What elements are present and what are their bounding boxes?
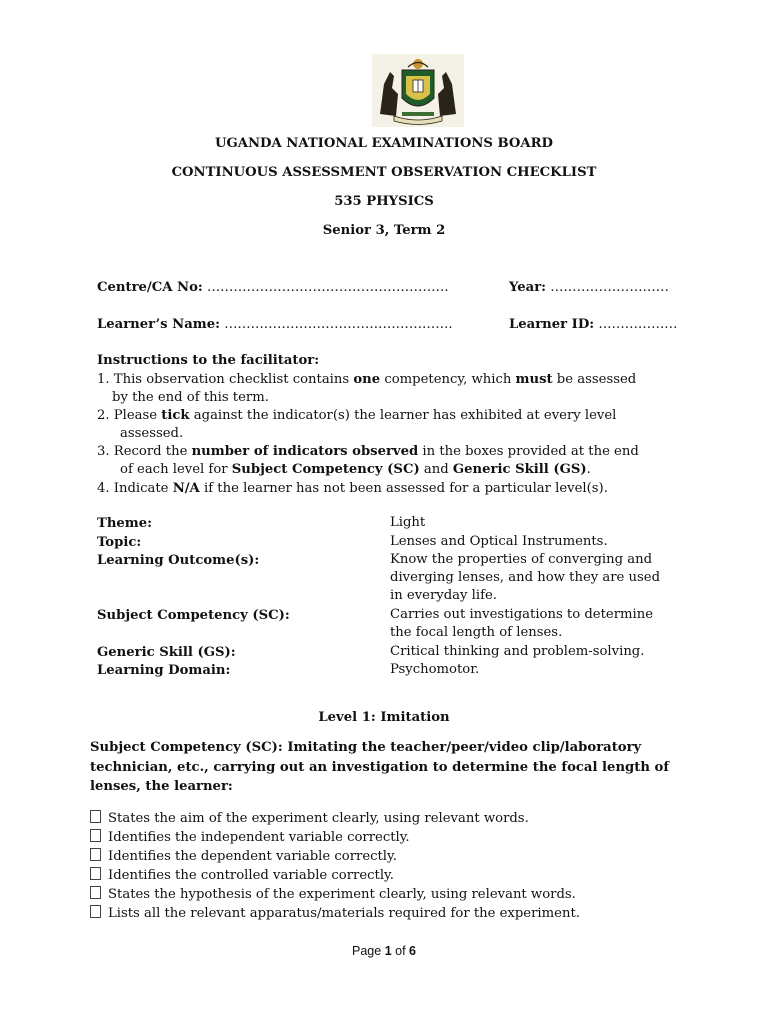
centre-value: ………………………………………………. (206, 280, 449, 295)
level-1-title: Level 1: Imitation (318, 710, 450, 725)
checkbox-icon[interactable] (90, 810, 101, 823)
checkbox-icon[interactable] (90, 905, 101, 918)
instruction-emphasis: number of indicators observed (191, 444, 419, 459)
instruction-text: 2. Please (97, 408, 162, 423)
checkbox-icon[interactable] (90, 829, 101, 842)
instruction-text: 4. Indicate (97, 481, 173, 496)
learner-name-field (97, 317, 453, 332)
instruction-emphasis: one (353, 372, 381, 387)
centre-label: Centre/CA No: (97, 280, 203, 295)
instruction-text: of each level for (120, 462, 232, 477)
checklist-item-label: States the aim of the experiment clearly, using relevant words. (108, 811, 529, 826)
instruction-emphasis: Generic Skill (GS) (452, 462, 587, 477)
instruction-emphasis: Subject Competency (SC) (231, 462, 420, 477)
learner-id-value: ……………… (598, 317, 678, 332)
instruction-2-cont: assessed. (120, 426, 184, 441)
checklist-item-label: Identifies the dependent variable correctly. (108, 849, 397, 864)
page-number (0, 944, 768, 958)
instruction-emphasis: must (515, 372, 553, 387)
learning-outcome-value-3: in everyday life. (390, 588, 497, 603)
checklist-title: CONTINUOUS ASSESSMENT OBSERVATION CHECKLIST (171, 165, 597, 180)
checkbox-icon[interactable] (90, 848, 101, 861)
learning-domain-value: Psychomotor. (390, 662, 480, 677)
board-name: UGANDA NATIONAL EXAMINATIONS BOARD (214, 136, 553, 151)
theme-label: Theme: (97, 516, 153, 531)
instruction-text: against the indicator(s) the learner has exhibited at every level (189, 408, 617, 423)
year-field (509, 280, 669, 295)
instruction-text: and (419, 462, 453, 477)
class-term: Senior 3, Term 2 (322, 223, 446, 238)
generic-skill-label: Generic Skill (GS): (97, 645, 236, 660)
instruction-text: in the boxes provided at the end (418, 444, 639, 459)
page-prefix: Page (352, 944, 385, 958)
instruction-3 (97, 444, 639, 459)
topic-label: Topic: (97, 535, 142, 550)
checklist-item[interactable] (90, 829, 410, 845)
learner-name-value: ……………………………………………. (224, 317, 453, 332)
learning-domain-label: Learning Domain: (97, 663, 231, 678)
checklist-item-label: Identifies the independent variable correctly. (108, 830, 410, 845)
learning-outcome-value-2: diverging lenses, and how they are used (390, 570, 661, 585)
learner-id-field (509, 317, 677, 332)
centre-field (97, 280, 449, 295)
checklist-item-label: States the hypothesis of the experiment clearly, using relevant words. (108, 887, 576, 902)
subject-competency-value-1: Carries out investigations to determine (390, 607, 654, 622)
learner-id-label: Learner ID: (509, 317, 595, 332)
topic-value: Lenses and Optical Instruments. (390, 534, 608, 549)
checklist-item[interactable] (90, 886, 576, 902)
page-of: of (391, 944, 410, 958)
level-1-sc-line-2: technician, etc., carrying out an investigation to determine the focal length of (90, 760, 669, 775)
learning-outcome-value-1: Know the properties of converging and (390, 552, 653, 567)
checklist-item[interactable] (90, 905, 580, 921)
instructions-title: Instructions to the facilitator: (97, 353, 320, 368)
instruction-1 (97, 372, 636, 387)
instruction-4 (97, 481, 608, 496)
level-1-sc-line-3: lenses, the learner: (90, 779, 233, 794)
checkbox-icon[interactable] (90, 886, 101, 899)
instruction-3-cont (120, 462, 591, 477)
checklist-item-label: Identifies the controlled variable correctly. (108, 868, 394, 883)
level-1-sc-line-1: Subject Competency (SC): Imitating the teacher/peer/video clip/laboratory (90, 740, 642, 755)
instruction-text: be assessed (552, 372, 637, 387)
instruction-2 (97, 408, 616, 423)
instruction-1-cont: by the end of this term. (112, 390, 269, 405)
subject-competency-label: Subject Competency (SC): (97, 608, 290, 623)
subject-competency-value-2: the focal length of lenses. (390, 625, 563, 640)
learner-name-label: Learner’s Name: (97, 317, 220, 332)
year-label: Year: (509, 280, 547, 295)
instruction-emphasis: tick (161, 408, 190, 423)
page-total: 6 (409, 944, 416, 958)
checklist-item[interactable] (90, 810, 529, 826)
checklist-item-label: Lists all the relevant apparatus/materials required for the experiment. (108, 906, 580, 921)
subject-code: 535 PHYSICS (334, 194, 434, 209)
checkbox-icon[interactable] (90, 867, 101, 880)
instruction-text: 3. Record the (97, 444, 192, 459)
instruction-emphasis: N/A (172, 481, 200, 496)
theme-value: Light (390, 515, 426, 530)
instruction-text: if the learner has not been assessed for a particular level(s). (199, 481, 608, 496)
uneb-logo-icon (372, 54, 464, 127)
instruction-text: competency, which (380, 372, 516, 387)
learning-outcome-label: Learning Outcome(s): (97, 553, 260, 568)
checklist-item[interactable] (90, 848, 397, 864)
checklist-item[interactable] (90, 867, 394, 883)
year-value: ……………………… (550, 280, 669, 295)
instruction-text: 1. This observation checklist contains (97, 372, 354, 387)
page-current: 1 (384, 944, 392, 958)
generic-skill-value: Critical thinking and problem-solving. (390, 644, 645, 659)
instruction-text: . (586, 462, 591, 477)
